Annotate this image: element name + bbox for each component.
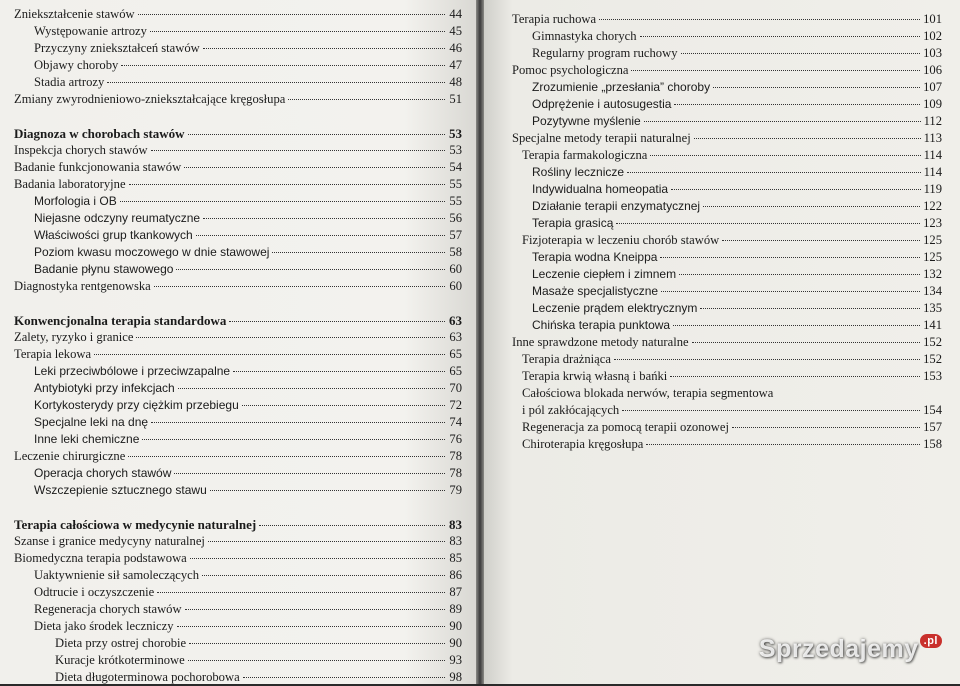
toc-leader-dots: [631, 70, 920, 71]
toc-entry-title: Zrozumienie „przesłania” choroby: [532, 80, 711, 94]
toc-leader-dots: [189, 643, 445, 644]
toc-entry-title: Specjalne metody terapii naturalnej: [512, 131, 691, 145]
toc-entry: [512, 368, 942, 385]
toc-entry: [512, 164, 942, 181]
toc-entry-title: Szanse i granice medycyny naturalnej: [14, 534, 205, 548]
toc-entry: [14, 6, 462, 23]
toc-page-number: 109: [923, 97, 942, 111]
toc-page-number: 153: [923, 369, 942, 383]
toc-leader-dots: [185, 609, 445, 610]
toc-entry: [14, 669, 462, 686]
toc-entry-title: Indywidualna homeopatia: [532, 182, 669, 196]
toc-entry-title: Inne leki chemiczne: [34, 432, 140, 446]
toc-page-number: 87: [449, 585, 462, 599]
toc-entry: [14, 142, 462, 159]
toc-entry: [14, 159, 462, 176]
toc-leader-dots: [196, 235, 445, 236]
toc-leader-dots: [188, 134, 445, 135]
toc-leader-dots: [640, 36, 921, 37]
toc-leader-dots: [138, 14, 445, 15]
toc-leader-dots: [242, 405, 445, 406]
toc-entry-title: Gimnastyka chorych: [532, 29, 637, 43]
toc-page-number: 60: [449, 262, 462, 276]
toc-entry: [14, 635, 462, 652]
toc-page-number: 70: [449, 381, 462, 395]
toc-entry: [512, 181, 942, 198]
toc-leader-dots: [722, 240, 920, 241]
toc-page-number: 132: [923, 267, 942, 281]
toc-entry: [14, 227, 462, 244]
toc-page-number: 65: [449, 364, 462, 378]
toc-page-number: 63: [449, 330, 462, 344]
toc-entry-title: Regeneracja za pomocą terapii ozonowej: [522, 420, 729, 434]
toc-entry-title: Poziom kwasu moczowego w dnie stawowej: [34, 245, 270, 259]
toc-entry: [14, 584, 462, 601]
toc-entry: [512, 79, 942, 96]
toc-entry: [14, 567, 462, 584]
toc-leader-dots: [681, 53, 921, 54]
toc-leader-dots: [188, 660, 445, 661]
toc-entry: [14, 465, 462, 482]
toc-entry-title: Stadia artrozy: [34, 75, 105, 89]
toc-left: [14, 6, 462, 686]
toc-entry: [14, 91, 462, 108]
toc-entry: [14, 57, 462, 74]
toc-entry: [512, 232, 942, 249]
toc-entry: [14, 40, 462, 57]
toc-leader-dots: [174, 473, 445, 474]
toc-entry: [512, 113, 942, 130]
toc-page-number: 72: [449, 398, 462, 412]
toc-entry-title: Pozytywne myślenie: [532, 114, 641, 128]
toc-entry: [14, 176, 462, 193]
toc-entry-title: Terapia wodna Kneippa: [532, 250, 658, 264]
toc-entry-title: Niejasne odczyny reumatyczne: [34, 211, 201, 225]
toc-entry-title: Terapia farmakologiczna: [522, 148, 648, 162]
toc-page-number: 157: [923, 420, 942, 434]
toc-leader-dots: [151, 150, 445, 151]
toc-entry: [512, 249, 942, 266]
toc-leader-dots: [627, 172, 921, 173]
toc-leader-dots: [107, 82, 445, 83]
toc-page-number: 83: [449, 517, 462, 532]
toc-page-number: 103: [923, 46, 942, 60]
toc-entry: [512, 266, 942, 283]
toc-page-number: 83: [449, 534, 462, 548]
toc-page-number: 45: [449, 24, 462, 38]
toc-leader-dots: [177, 626, 445, 627]
toc-entry-title: Przyczyny zniekształceń stawów: [34, 41, 200, 55]
toc-page-number: 55: [449, 177, 462, 191]
toc-page-number: 78: [449, 449, 462, 463]
toc-leader-dots: [713, 87, 920, 88]
toc-entry-title: Całościowa blokada nerwów, terapia segmentowa: [522, 386, 774, 400]
toc-page-number: 113: [923, 131, 942, 145]
toc-entry-title: Antybiotyki przy infekcjach: [34, 381, 175, 395]
toc-entry-title: Masaże specjalistyczne: [532, 284, 659, 298]
toc-entry: [14, 414, 462, 431]
toc-page-number: 107: [923, 80, 942, 94]
toc-entry: [512, 96, 942, 113]
toc-entry: [512, 215, 942, 232]
toc-page-number: 119: [923, 182, 942, 196]
toc-page-number: 65: [449, 347, 462, 361]
toc-page-number: 154: [923, 403, 942, 417]
toc-entry-title: Zalety, ryzyko i granice: [14, 330, 134, 344]
toc-entry-title: Terapia drażniąca: [522, 352, 611, 366]
toc-entry: [14, 380, 462, 397]
toc-page-number: 89: [449, 602, 462, 616]
toc-entry: [14, 431, 462, 448]
toc-entry-title: Dieta przy ostrej chorobie: [55, 636, 187, 650]
book-gutter: [476, 0, 484, 684]
toc-leader-dots: [136, 337, 445, 338]
toc-leader-dots: [692, 342, 921, 343]
toc-leader-dots: [229, 321, 445, 322]
toc-entry-title: Leczenie prądem elektrycznym: [532, 301, 698, 315]
toc-entry-title: Kuracje krótkoterminowe: [55, 653, 185, 667]
toc-entry: [14, 261, 462, 278]
toc-entry: [14, 397, 462, 414]
toc-leader-dots: [157, 592, 445, 593]
toc-entry: [14, 74, 462, 91]
toc-leader-dots: [673, 325, 920, 326]
toc-entry-title: Rośliny lecznicze: [532, 165, 625, 179]
toc-page-number: 60: [449, 279, 462, 293]
toc-entry-title: Pomoc psychologiczna: [512, 63, 629, 77]
toc-page-number: 114: [923, 148, 942, 162]
toc-leader-dots: [670, 376, 920, 377]
toc-entry-title: Odtrucie i oczyszczenie: [34, 585, 155, 599]
toc-entry: [512, 402, 942, 419]
toc-entry-title: Regularny program ruchowy: [532, 46, 678, 60]
toc-entry-title: Chińska terapia punktowa: [532, 318, 671, 332]
toc-entry-title: i pól zakłócających: [522, 403, 620, 417]
toc-page-number: 90: [449, 619, 462, 633]
toc-page-number: 125: [923, 250, 942, 264]
toc-entry-title: Właściwości grup tkankowych: [34, 228, 193, 242]
toc-page-number: 114: [923, 165, 942, 179]
toc-leader-dots: [679, 274, 920, 275]
toc-entry-title: Inspekcja chorych stawów: [14, 143, 148, 157]
toc-entry: [14, 193, 462, 210]
toc-entry: [14, 23, 462, 40]
toc-entry-title: Terapia całościowa w medycynie naturalnej: [14, 517, 257, 532]
toc-page-number: 86: [449, 568, 462, 582]
toc-page-number: 46: [449, 41, 462, 55]
toc-entry-title: Uaktywnienie sił samoleczących: [34, 568, 200, 582]
toc-page-number: 135: [923, 301, 942, 315]
toc-entry: [14, 363, 462, 380]
toc-entry: [512, 334, 942, 351]
toc-leader-dots: [178, 388, 445, 389]
toc-entry: [512, 147, 942, 164]
toc-entry-title: Specjalne leki na dnę: [34, 415, 149, 429]
toc-leader-dots: [94, 354, 445, 355]
toc-entry: [14, 278, 462, 295]
toc-entry-title: Leczenie chirurgiczne: [14, 449, 126, 463]
toc-page-number: 79: [449, 483, 462, 497]
toc-page-number: 58: [449, 245, 462, 259]
toc-leader-dots: [202, 575, 445, 576]
toc-leader-dots: [176, 269, 445, 270]
toc-entry-title: Konwencjonalna terapia standardowa: [14, 313, 227, 328]
toc-entry: [512, 317, 942, 334]
toc-page-number: 123: [923, 216, 942, 230]
left-page: [0, 0, 476, 684]
toc-entry-title: Terapia grasicą: [532, 216, 614, 230]
toc-entry: [14, 533, 462, 550]
toc-leader-dots: [203, 218, 445, 219]
toc-page-number: 48: [449, 75, 462, 89]
toc-entry: [512, 11, 942, 28]
toc-leader-dots: [644, 121, 921, 122]
right-page: [484, 0, 960, 684]
toc-entry-title: Zmiany zwyrodnieniowo-zniekształcające kręgosłupa: [14, 92, 286, 106]
toc-page-number: 122: [923, 199, 942, 213]
toc-entry-title: Badanie funkcjonowania stawów: [14, 160, 182, 174]
toc-entry-title: Wszczepienie sztucznego stawu: [34, 483, 207, 497]
toc-page-number: 76: [449, 432, 462, 446]
toc-leader-dots: [288, 99, 445, 100]
toc-page-number: 112: [923, 114, 942, 128]
toc-entry-title: Morfologia i OB: [34, 194, 117, 208]
toc-entry: [512, 130, 942, 147]
toc-leader-dots: [243, 677, 445, 678]
toc-page-number: 57: [449, 228, 462, 242]
toc-page-number: 78: [449, 466, 462, 480]
toc-leader-dots: [208, 541, 445, 542]
toc-entry-title: Dieta długoterminowa pochorobowa: [55, 670, 240, 684]
toc-page-number: 85: [449, 551, 462, 565]
toc-entry-title: Leczenie ciepłem i zimnem: [532, 267, 677, 281]
toc-page-number: 141: [923, 318, 942, 332]
toc-page-number: 56: [449, 211, 462, 225]
toc-entry: [14, 448, 462, 465]
toc-entry-title: Badania laboratoryjne: [14, 177, 126, 191]
toc-right: [512, 11, 942, 453]
toc-leader-dots: [622, 410, 920, 411]
toc-leader-dots: [121, 65, 445, 66]
toc-leader-dots: [599, 19, 920, 20]
toc-page-number: 101: [923, 12, 942, 26]
toc-entry: [14, 312, 462, 329]
toc-entry: [512, 300, 942, 317]
toc-leader-dots: [650, 155, 920, 156]
toc-entry-title: Regeneracja chorych stawów: [34, 602, 182, 616]
toc-page-number: 44: [449, 7, 462, 21]
toc-entry-title: Działanie terapii enzymatycznej: [532, 199, 701, 213]
toc-leader-dots: [151, 422, 445, 423]
toc-entry-title: Występowanie artrozy: [34, 24, 147, 38]
toc-leader-dots: [210, 490, 445, 491]
toc-page-number: 98: [449, 670, 462, 684]
toc-entry-title: Odprężenie i autosugestia: [532, 97, 672, 111]
toc-entry: [512, 45, 942, 62]
toc-leader-dots: [259, 525, 445, 526]
toc-leader-dots: [700, 308, 920, 309]
toc-leader-dots: [150, 31, 445, 32]
toc-entry-title: Zniekształcenie stawów: [14, 7, 135, 21]
toc-page-number: 51: [449, 92, 462, 106]
toc-entry-title: Biomedyczna terapia podstawowa: [14, 551, 187, 565]
toc-entry-title: Terapia lekowa: [14, 347, 92, 361]
toc-entry: [512, 351, 942, 368]
toc-leader-dots: [154, 286, 445, 287]
toc-leader-dots: [272, 252, 445, 253]
toc-leader-dots: [661, 291, 920, 292]
toc-page-number: 90: [449, 636, 462, 650]
toc-page-number: 93: [449, 653, 462, 667]
toc-page-number: 152: [923, 352, 942, 366]
toc-entry: [512, 385, 942, 402]
toc-leader-dots: [614, 359, 920, 360]
toc-page-number: 55: [449, 194, 462, 208]
toc-leader-dots: [142, 439, 445, 440]
toc-leader-dots: [184, 167, 445, 168]
toc-entry-title: Kortykosterydy przy ciężkim przebiegu: [34, 398, 239, 412]
toc-page-number: 152: [923, 335, 942, 349]
watermark-logo: Sprzedajemy $^{.pl}$: [759, 635, 942, 664]
toc-entry: [14, 618, 462, 635]
toc-page-number: 125: [923, 233, 942, 247]
toc-leader-dots: [674, 104, 920, 105]
toc-entry: [14, 482, 462, 499]
toc-page-number: 53: [449, 126, 462, 141]
toc-leader-dots: [129, 184, 445, 185]
toc-leader-dots: [703, 206, 920, 207]
toc-leader-dots: [203, 48, 445, 49]
toc-leader-dots: [190, 558, 445, 559]
toc-entry: [14, 329, 462, 346]
toc-page-number: 106: [923, 63, 942, 77]
toc-entry-title: Badanie płynu stawowego: [34, 262, 174, 276]
toc-entry: [512, 436, 942, 453]
toc-leader-dots: [732, 427, 920, 428]
toc-entry: [512, 419, 942, 436]
toc-entry: [512, 198, 942, 215]
toc-entry: [14, 346, 462, 363]
toc-page-number: 74: [449, 415, 462, 429]
toc-entry: [512, 283, 942, 300]
toc-leader-dots: [660, 257, 920, 258]
toc-entry: [14, 550, 462, 567]
toc-entry: [14, 125, 462, 142]
toc-entry-title: Terapia krwią własną i bańki: [522, 369, 668, 383]
toc-entry-title: Objawy choroby: [34, 58, 119, 72]
toc-entry-title: Operacja chorych stawów: [34, 466, 172, 480]
toc-page-number: 134: [923, 284, 942, 298]
toc-leader-dots: [233, 371, 445, 372]
toc-page-number: 63: [449, 313, 462, 328]
toc-entry-title: Terapia ruchowa: [512, 12, 597, 26]
toc-leader-dots: [120, 201, 445, 202]
toc-entry: [512, 62, 942, 79]
toc-page-number: 53: [449, 143, 462, 157]
toc-entry: [14, 210, 462, 227]
toc-leader-dots: [128, 456, 445, 457]
toc-leader-dots: [694, 138, 921, 139]
toc-entry-title: Chiroterapia kręgosłupa: [522, 437, 644, 451]
toc-entry: [14, 516, 462, 533]
toc-leader-dots: [646, 444, 920, 445]
toc-entry-title: Inne sprawdzone metody naturalne: [512, 335, 689, 349]
toc-page-number: 54: [449, 160, 462, 174]
toc-leader-dots: [616, 223, 920, 224]
toc-entry: [14, 244, 462, 261]
toc-page-number: 158: [923, 437, 942, 451]
toc-entry-title: Diagnostyka rentgenowska: [14, 279, 151, 293]
toc-page-number: 47: [449, 58, 462, 72]
toc-entry: [14, 652, 462, 669]
toc-leader-dots: [671, 189, 920, 190]
toc-entry: [512, 28, 942, 45]
toc-entry-title: Leki przeciwbólowe i przeciwzapalne: [34, 364, 231, 378]
toc-entry-title: Dieta jako środek leczniczy: [34, 619, 174, 633]
toc-page-number: 102: [923, 29, 942, 43]
toc-entry-title: Diagnoza w chorobach stawów: [14, 126, 185, 141]
toc-entry: [14, 601, 462, 618]
toc-entry-title: Fizjoterapia w leczeniu chorób stawów: [522, 233, 720, 247]
